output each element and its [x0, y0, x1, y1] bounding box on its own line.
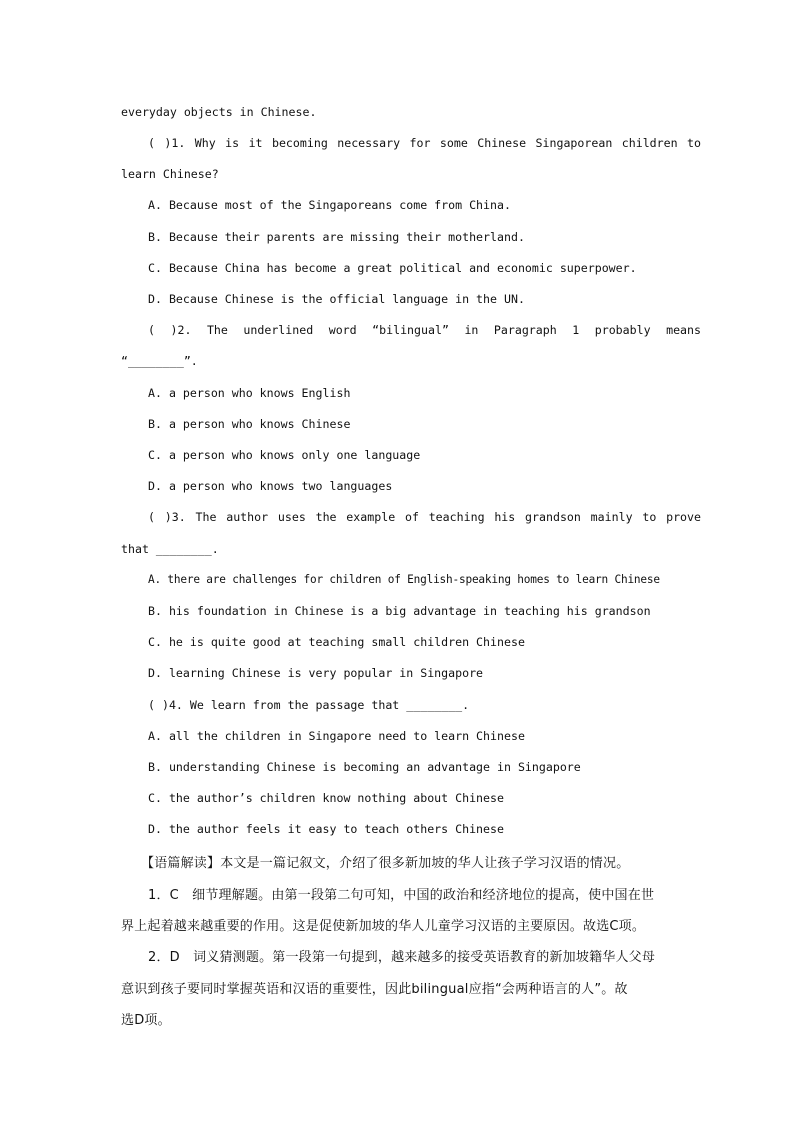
question-3-option-a: A. there are challenges for children of English-speaking homes to learn Chinese [148, 573, 660, 586]
question-1-option-b: B. Because their parents are missing their motherland. [148, 230, 525, 244]
question-4-stem: ( )4. We learn from the passage that ________. [148, 698, 470, 712]
answer-2-line-2: 意识到孩子要同时掌握英语和汉语的重要性，因此bilingual应指“会两种语言的人”。故 [121, 982, 628, 997]
question-1-option-c: C. Because China has become a great political and economic superpower. [148, 261, 637, 275]
question-1-stem-cont: learn Chinese? [121, 167, 219, 181]
question-4-option-b: B. understanding Chinese is becoming an advantage in Singapore [148, 760, 581, 774]
answer-1-line-1: 1．C 细节理解题。由第一段第二句可知，中国的政治和经济地位的提高，使中国在世 [148, 888, 655, 903]
question-3-option-d: D. learning Chinese is very popular in Singapore [148, 666, 484, 680]
question-2-option-b: B. a person who knows Chinese [148, 417, 351, 431]
answer-1-line-2: 界上起着越来越重要的作用。这是促使新加坡的华人儿童学习汉语的主要原因。故选C项。 [121, 919, 646, 934]
question-2-stem-cont: “________”. [121, 354, 198, 368]
question-2-option-c: C. a person who knows only one language [148, 448, 421, 462]
question-4-option-d: D. the author feels it easy to teach others Chinese [148, 822, 504, 836]
question-1-option-a: A. Because most of the Singaporeans come from China. [148, 198, 511, 212]
question-2-stem: ( )2. The underlined word “bilingual” in Paragraph 1 probably means [148, 323, 701, 337]
answer-2-line-3: 选D项。 [121, 1013, 171, 1028]
question-1-stem: ( )1. Why is it becoming necessary for some Chinese Singaporean children to [148, 136, 701, 150]
answer-2-line-1: 2．D 词义猜测题。第一段第一句提到，越来越多的接受英语教育的新加坡籍华人父母 [148, 950, 656, 965]
question-2-option-d: D. a person who knows two languages [148, 479, 393, 493]
question-3-option-b: B. his foundation in Chinese is a big advantage in teaching his grandson [148, 604, 651, 618]
question-1-option-d: D. Because Chinese is the official language in the UN. [148, 292, 525, 306]
question-3-option-c: C. he is quite good at teaching small children Chinese [148, 635, 525, 649]
question-4-option-a: A. all the children in Singapore need to learn Chinese [148, 729, 525, 743]
question-4-option-c: C. the author’s children know nothing about Chinese [148, 791, 504, 805]
passage-tail: everyday objects in Chinese. [121, 105, 317, 119]
question-2-option-a: A. a person who knows English [148, 386, 351, 400]
analysis-intro: 【语篇解读】本文是一篇记叙文，介绍了很多新加坡的华人让孩子学习汉语的情况。 [141, 856, 630, 871]
question-3-stem: ( )3. The author uses the example of teaching his grandson mainly to prove [148, 510, 701, 524]
question-3-stem-cont: that ________. [121, 542, 219, 556]
